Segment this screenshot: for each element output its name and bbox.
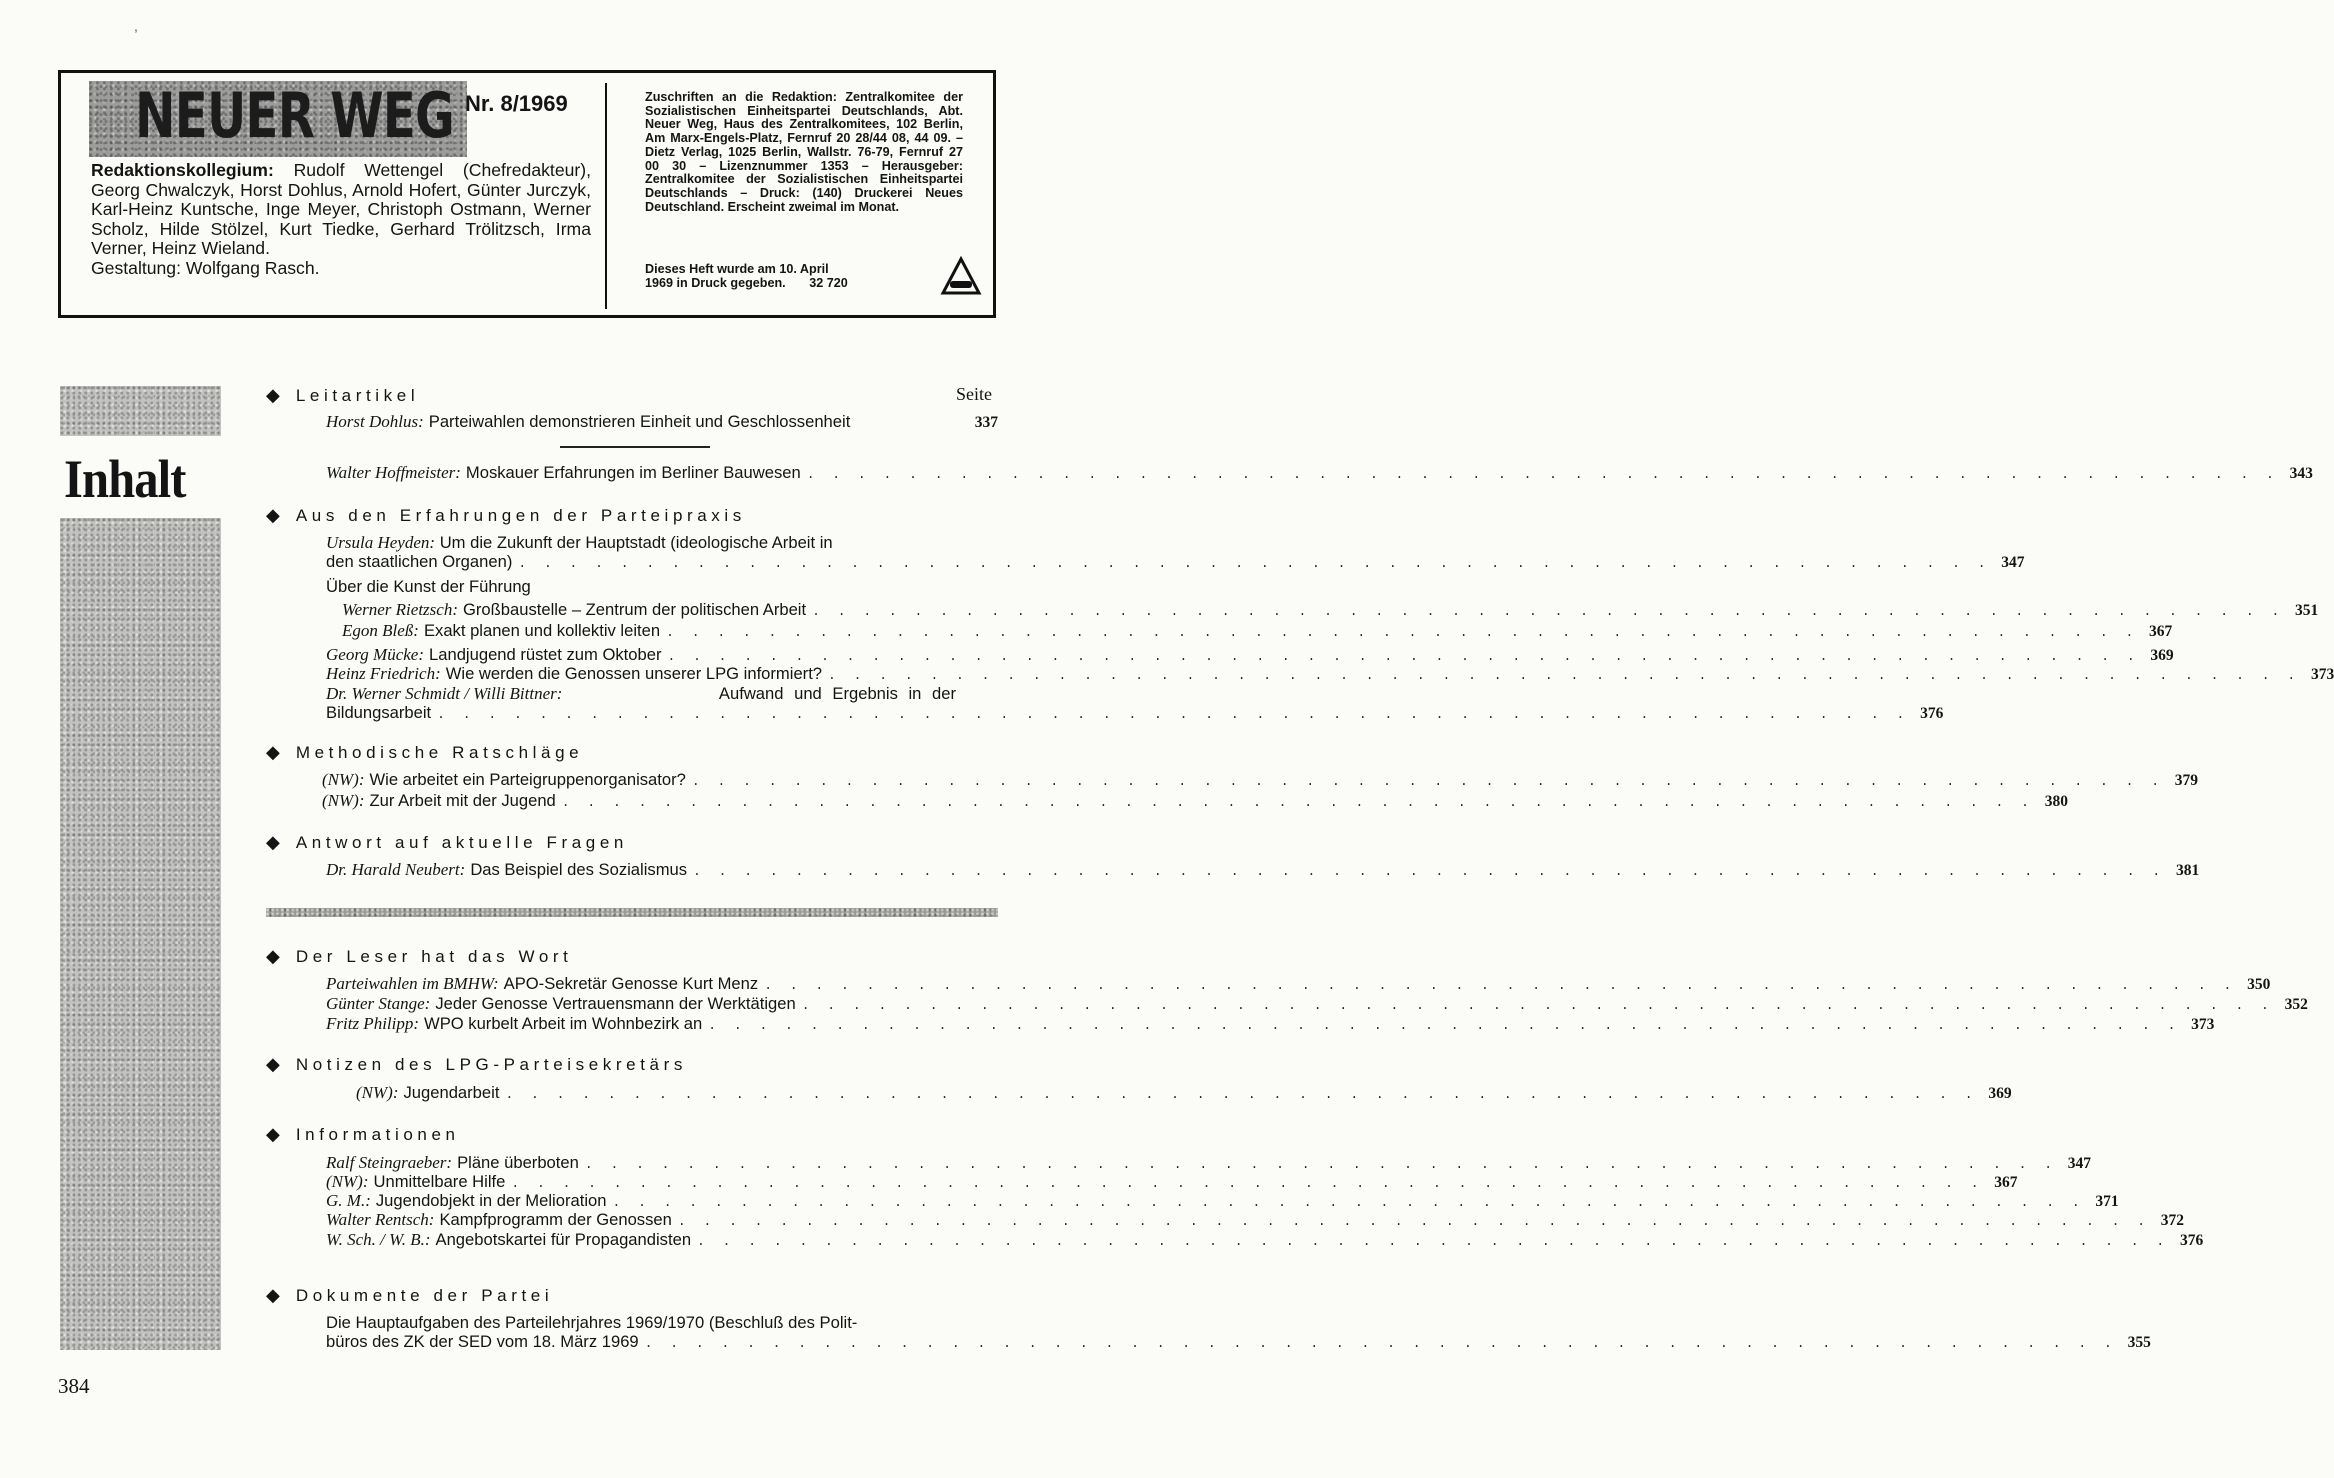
entry-author: (NW):	[322, 770, 365, 789]
logo-text: NEUER WEG	[135, 79, 454, 152]
dot-leader: . . . . . . . . . . . . . . . . . . . . . . . . . . . . . . . . . . . . . . . . . . . . . . . . . . . . . . . . . .	[518, 556, 1991, 571]
entry-page: 369	[1988, 1085, 2012, 1102]
gray-block-top	[60, 386, 221, 436]
entry-title: Jeder Genosse Vertrauensmann der Werktätigen	[435, 994, 796, 1013]
entry-page: 350	[2247, 976, 2271, 993]
contact-info: Zuschriften an die Redaktion: Zentralkomitee der Sozialistischen Einheitspartei Deutschlands, Abt. Neuer Weg, Haus des Zentralkomitees, 102 Berlin, Am Marx-Engels-Platz, Fernruf 20 28/44 08, 44 09. – Dietz Verlag, 1025 Berlin, Wallstr. 76-79, Fernruf 27 00 30 – Lizenznummer 1353 – Herausgeber: Zentralkomitee der Sozialistischen Einheitspartei Deutschlands – Druck: (140) Druckerei Neues Deutschland. Erscheint zweimal im Monat.	[645, 90, 963, 214]
entry-title-cont: büros des ZK der SED vom 18. März 1969	[326, 1332, 639, 1351]
entry-author: Egon Bleß:	[342, 621, 419, 640]
entry-title: Parteiwahlen demonstrieren Einheit und Geschlossenheit	[428, 412, 851, 431]
dot-leader: . . . . . . . . . . . . . . . . . . . . . . . . . . . . . . . . . . . . . . . . . . . . . . . . . . . . . . . . . .	[561, 795, 2034, 810]
subsection-title: Über die Kunst der Führung	[326, 577, 531, 596]
publisher-triangle-icon	[941, 257, 981, 297]
diamond-icon: ◆	[266, 505, 280, 525]
page-number: 384	[58, 1374, 90, 1398]
entry-author: Georg Mücke:	[326, 645, 425, 664]
dot-leader: . . . . . . . . . . . . . . . . . . . . . . . . . . . . . . . . . . . . . . . . . . . . . . . . . . . . . . . . . .	[764, 978, 2237, 993]
entry-page: 372	[2160, 1212, 2185, 1229]
section-heading: ◆ Der Leser hat das Wort	[266, 946, 573, 966]
section-heading: ◆ Methodische Ratschläge	[266, 742, 584, 762]
toc-entry-line1[interactable]	[326, 684, 956, 704]
entry-title: Jugendobjekt in der Melioration	[375, 1191, 607, 1210]
entry-page: 373	[2310, 666, 2334, 683]
print-note-line1: Dieses Heft wurde am 10. April	[645, 262, 829, 276]
dot-leader: . . . . . . . . . . . . . . . . . . . . . . . . . . . . . . . . . . . . . . . . . . . . . . . . . . . . . . . . . .	[644, 1336, 2117, 1351]
toc-entry[interactable]	[342, 621, 2173, 643]
scan-mark: ,	[134, 18, 138, 34]
entry-page: 367	[1994, 1174, 2018, 1191]
toc-entry[interactable]	[326, 860, 2200, 882]
issue-number: Nr. 8/1969	[465, 91, 568, 116]
entry-author: Ursula Heyden:	[326, 533, 436, 552]
toc-entry-line2[interactable]	[326, 1332, 2151, 1354]
entry-page: 343	[2289, 465, 2313, 482]
entry-author: Günter Stange:	[326, 994, 431, 1013]
entry-page: 373	[2191, 1016, 2215, 1033]
print-note	[645, 263, 935, 290]
entry-author: (NW):	[322, 791, 365, 810]
diamond-icon: ◆	[266, 742, 280, 762]
entry-author: W. Sch. / W. B.:	[326, 1230, 431, 1249]
entry-title: Jugendarbeit	[403, 1083, 500, 1102]
entry-title: Kampfprogramm der Genossen	[439, 1210, 672, 1229]
toc-entry[interactable]	[326, 463, 2313, 485]
diamond-icon: ◆	[266, 1054, 280, 1074]
entry-title: WPO kurbelt Arbeit im Wohnbezirk an	[424, 1014, 703, 1033]
dot-leader: . . . . . . . . . . . . . . . . . . . . . . . . . . . . . . . . . . . . . . . . . . . . . . . . . . . . . . . . . .	[806, 467, 2279, 482]
entry-title: Exakt planen und kollektiv leiten	[423, 621, 661, 640]
entry-author: Walter Rentsch:	[326, 1210, 435, 1229]
decorative-rule	[266, 908, 998, 917]
entry-title: Moskauer Erfahrungen im Berliner Bauwesen	[465, 463, 801, 482]
toc-entry[interactable]	[322, 770, 2199, 792]
toc-entry-line1[interactable]: Die Hauptaufgaben des Parteilehrjahres 1969/1970 (Beschluß des Polit-	[326, 1313, 858, 1332]
entry-author: Parteiwahlen im BMHW:	[326, 974, 499, 993]
masthead-box	[58, 70, 996, 318]
section-heading: ◆ Notizen des LPG-Parteisekretärs	[266, 1054, 687, 1074]
dot-leader: . . . . . . . . . . . . . . . . . . . . . . . . . . . . . . . . . . . . . . . . . . . . . . . . . . . . . . . . . .	[666, 625, 2139, 640]
dot-leader: . . . . . . . . . . . . . . . . . . . . . . . . . . . . . . . . . . . . . . . . . . . . . . . . . . . . . . . . . .	[584, 1157, 2058, 1172]
dot-leader: . . . . . . . . . . . . . . . . . . . . . . . . . . . . . . . . . . . . . . . . . . . . . . . . . . . . . . . . . .	[505, 1087, 1978, 1102]
entry-title-cont: den staatlichen Organen)	[326, 552, 513, 571]
dot-leader: . . . . . . . . . . . . . . . . . . . . . . . . . . . . . . . . . . . . . . . . . . . . . . . . . . . . . . . . . .	[697, 1234, 2170, 1249]
seite-label: Seite	[956, 384, 992, 404]
entry-author: Werner Rietzsch:	[342, 600, 458, 619]
entry-title: Wie werden die Genossen unserer LPG informiert?	[445, 664, 823, 683]
dot-leader: . . . . . . . . . . . . . . . . . . . . . . . . . . . . . . . . . . . . . . . . . . . . . . . . . . . . . . . . . .	[828, 668, 2301, 683]
print-note-line2: 1969 in Druck gegeben. 32 720	[645, 275, 848, 290]
toc-entry[interactable]	[326, 664, 2334, 686]
dot-leader: . . . . . . . . . . . . . . . . . . . . . . . . . . . . . . . . . . . . . . . . . . . . . . . . . . . . . . . . . .	[691, 774, 2165, 789]
entry-title: Um die Zukunft der Hauptstadt (ideologische Arbeit in	[439, 533, 833, 552]
entry-page: 351	[2295, 602, 2319, 619]
print-code: 32 720	[809, 275, 848, 290]
toc-entry[interactable]	[356, 1083, 2012, 1105]
entry-title: APO-Sekretär Genosse Kurt Menz	[503, 974, 759, 993]
toc-heading: Inhalt	[64, 449, 186, 509]
entry-title: Wie arbeitet ein Parteigruppenorganisator?	[369, 770, 686, 789]
section-heading: ◆ Dokumente der Partei	[266, 1285, 554, 1305]
entry-author: Dr. Harald Neubert:	[326, 860, 466, 879]
separator-line	[560, 446, 710, 448]
section-heading: ◆ Aus den Erfahrungen der Parteipraxis	[266, 505, 746, 525]
dot-leader: . . . . . . . . . . . . . . . . . . . . . . . . . . . . . . . . . . . . . . . . . . . . . . . . . . . . . . . . . .	[511, 1176, 1984, 1191]
entry-title-cont: Bildungsarbeit	[326, 703, 432, 722]
entry-page: 380	[2044, 793, 2068, 810]
entry-title: Unmittelbare Hilfe	[373, 1172, 506, 1191]
entry-title: Pläne überboten	[457, 1153, 579, 1172]
entry-author: Fritz Philipp:	[326, 1014, 420, 1033]
entry-author: G. M.:	[326, 1191, 371, 1210]
diamond-icon: ◆	[266, 1285, 280, 1305]
editorial-members: Rudolf Wettengel (Chefredakteur), Georg Chwalczyk, Horst Dohlus, Arnold Hofert, Günter Jurczyk, Karl-Heinz Kuntsche, Inge Meyer, Christoph Ostmann, Werner Scholz, Hilde Stölzel, Kurt Tiedke, Gerhard Trölitzsch, Irma Verner, Heinz Wieland.	[91, 160, 591, 258]
dot-leader: . . . . . . . . . . . . . . . . . . . . . . . . . . . . . . . . . . . . . . . . . . . . . . . . . . . . . . . . . .	[708, 1018, 2181, 1033]
toc-entry-line2[interactable]	[326, 703, 1944, 725]
editorial-board	[91, 161, 591, 278]
gray-block-column	[60, 518, 221, 1350]
entry-page: 352	[2284, 996, 2308, 1013]
diamond-icon: ◆	[266, 946, 280, 966]
entry-title: Zur Arbeit mit der Jugend	[369, 791, 556, 810]
entry-page: 347	[2067, 1155, 2092, 1172]
entry-page: 355	[2127, 1334, 2151, 1351]
entry-page: 337	[974, 414, 998, 431]
dot-leader: . . . . . . . . . . . . . . . . . . . . . . . . . . . . . . . . . . . . . . . . . . . . . . . . . . . . . . . . . .	[667, 649, 2140, 664]
entry-title: Landjugend rüstet zum Oktober	[429, 645, 662, 664]
entry-title: Aufwand und Ergebnis in der	[718, 684, 956, 703]
section-heading: ◆ Leitartikel	[266, 385, 420, 405]
entry-title: Angebotskartei für Propagandisten	[435, 1230, 692, 1249]
entry-author: Walter Hoffmeister:	[326, 463, 461, 482]
toc-entry[interactable]	[326, 412, 998, 433]
entry-page: 376	[2179, 1232, 2204, 1249]
entry-author: (NW):	[356, 1083, 399, 1102]
masthead-divider	[605, 83, 607, 309]
dot-leader: . . . . . . . . . . . . . . . . . . . . . . . . . . . . . . . . . . . . . . . . . . . . . . . . . . . . . . . . . .	[812, 604, 2285, 619]
entry-page: 376	[1920, 705, 1944, 722]
diamond-icon: ◆	[266, 385, 280, 405]
section-heading: ◆ Antwort auf aktuelle Fragen	[266, 832, 628, 852]
entry-author: Dr. Werner Schmidt / Willi Bittner:	[326, 684, 563, 703]
entry-page: 347	[2001, 554, 2025, 571]
entry-author: Heinz Friedrich:	[326, 664, 441, 683]
entry-page: 367	[2149, 623, 2173, 640]
toc-entry[interactable]	[326, 994, 2308, 1016]
dot-leader: . . . . . . . . . . . . . . . . . . . . . . . . . . . . . . . . . . . . . . . . . . . . . . . . . . . . . . . . . .	[677, 1214, 2151, 1229]
dot-leader: . . . . . . . . . . . . . . . . . . . . . . . . . . . . . . . . . . . . . . . . . . . . . . . . . . . . . . . . . .	[612, 1195, 2085, 1210]
dot-leader: . . . . . . . . . . . . . . . . . . . . . . . . . . . . . . . . . . . . . . . . . . . . . . . . . . . . . . . . . .	[693, 864, 2166, 879]
magazine-logo	[89, 81, 467, 157]
entry-title: Das Beispiel des Sozialismus	[470, 860, 688, 879]
entry-page: 379	[2174, 772, 2199, 789]
toc-entry[interactable]	[342, 600, 2319, 622]
entry-author: (NW):	[326, 1172, 369, 1191]
entry-page: 371	[2095, 1193, 2119, 1210]
toc-entry-line1[interactable]	[326, 533, 833, 553]
diamond-icon: ◆	[266, 832, 280, 852]
editorial-label: Redaktionskollegium:	[91, 160, 274, 180]
diamond-icon: ◆	[266, 1124, 280, 1144]
toc-entry[interactable]	[326, 1230, 2204, 1252]
entry-title: Großbaustelle – Zentrum der politischen Arbeit	[463, 600, 807, 619]
toc-entry[interactable]	[326, 1210, 2185, 1232]
section-heading: ◆ Informationen	[266, 1124, 460, 1144]
entry-author: Ralf Steingraeber:	[326, 1153, 453, 1172]
toc-entry[interactable]	[326, 1014, 2215, 1036]
toc-entry[interactable]	[322, 791, 2068, 813]
design-credit: Gestaltung: Wolfgang Rasch.	[91, 257, 320, 278]
entry-page: 381	[2175, 862, 2200, 879]
dot-leader: . . . . . . . . . . . . . . . . . . . . . . . . . . . . . . . . . . . . . . . . . . . . . . . . . . . . . . . . . .	[437, 707, 1910, 722]
toc-entry-line2[interactable]	[326, 552, 2025, 574]
dot-leader: . . . . . . . . . . . . . . . . . . . . . . . . . . . . . . . . . . . . . . . . . . . . . . . . . . . . . . . . . .	[801, 998, 2274, 1013]
entry-page: 369	[2150, 647, 2174, 664]
toc-entry[interactable]	[326, 974, 2271, 996]
entry-author: Horst Dohlus:	[326, 412, 424, 431]
